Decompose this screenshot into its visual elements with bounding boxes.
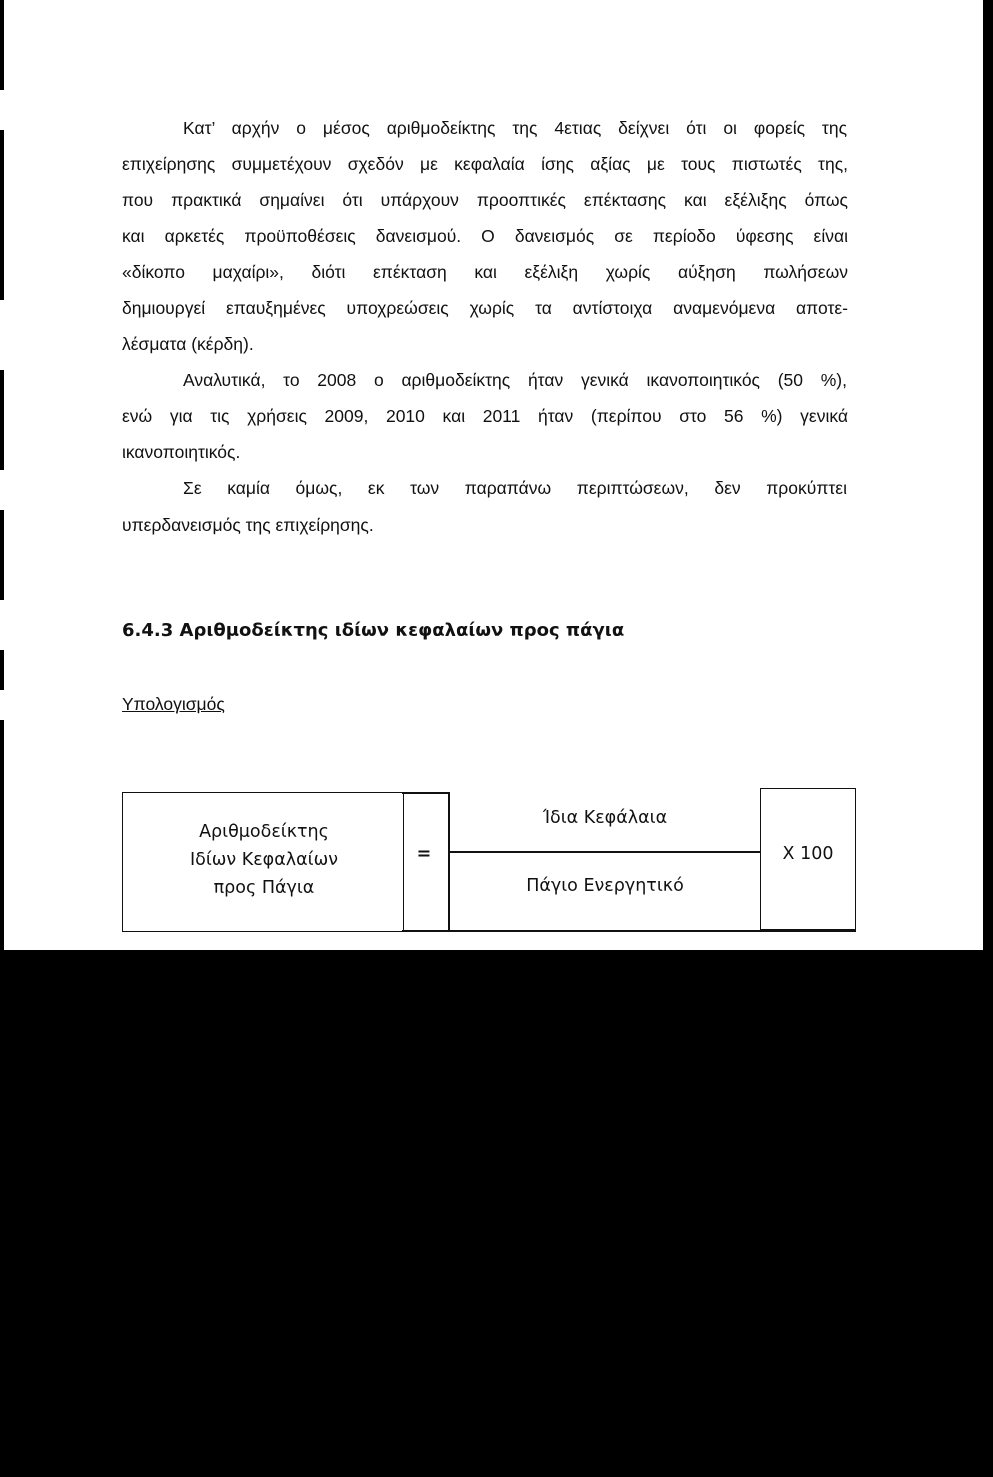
equals-sign: = [416,844,432,864]
formula-top-rule [402,792,448,794]
paragraph-2-line-3: ικανοποιητικός. [122,442,241,462]
paragraph-1-line-3: που πρακτικά σημαίνει ότι υπάρχουν προοπτικές επέκτασης και εξέλιξης όπως [122,190,848,210]
paragraph-3-line-2: υπερδανεισμός της επιχείρησης. [122,515,374,535]
formula-label-line-3: προς Πάγια [213,878,315,898]
paragraph-1-line-6: δημιουργεί επαυξημένες υποχρεώσεις χωρίς τα αντίστοιχα αναμενόμενα αποτε- [122,298,848,318]
formula-denominator: Πάγιο Ενεργητικό [526,876,684,896]
scan-artifact [0,690,4,720]
formula-label-line-2: Ιδίων Κεφαλαίων [189,850,339,870]
scan-artifact [0,90,4,130]
scan-artifact [0,300,4,370]
formula-bottom-rule [402,930,856,932]
paragraph-2-line-1: Αναλυτικά, το 2008 ο αριθμοδείκτης ήταν γενικά ικανοποιητικός (50 %), [183,370,847,390]
scan-artifact [0,600,4,650]
paragraph-1-line-7: λέσματα (κέρδη). [122,334,254,354]
scan-artifact [0,470,4,510]
formula-numerator: Ίδια Κεφάλαια [542,808,668,828]
paragraph-1-line-5: «δίκοπο μαχαίρι», διότι επέκταση και εξέλιξη χωρίς αύξηση πωλήσεων [122,262,848,282]
paragraph-1-line-4: και αρκετές προϋποθέσεις δανεισμού. Ο δανεισμός σε περίοδο ύφεσης είναι [122,226,848,246]
calculation-subheading: Υπολογισμός [122,694,225,714]
section-heading: 6.4.3 Αριθμοδείκτης ιδίων κεφαλαίων προς πάγια [122,620,625,641]
fraction-bar [448,851,760,853]
paragraph-1-line-1: Κατ’ αρχήν ο μέσος αριθμοδείκτης της 4ετιας δείχνει ότι οι φορείς της [183,118,847,138]
formula-multiplier: Χ 100 [782,844,834,864]
paragraph-1-line-2: επιχείρησης συμμετέχουν σχεδόν με κεφαλαία ίσης αξίας με τους πιστωτές της, [122,154,848,174]
formula-label-line-1: Αριθμοδείκτης [199,822,329,842]
scan-edge-bottom [0,950,993,1477]
paragraph-2-line-2: ενώ για τις χρήσεις 2009, 2010 και 2011 ήταν (περίπου στο 56 %) γενικά [122,406,848,426]
paragraph-3-line-1: Σε καμία όμως, εκ των παραπάνω περιπτώσεων, δεν προκύπτει [183,478,847,498]
